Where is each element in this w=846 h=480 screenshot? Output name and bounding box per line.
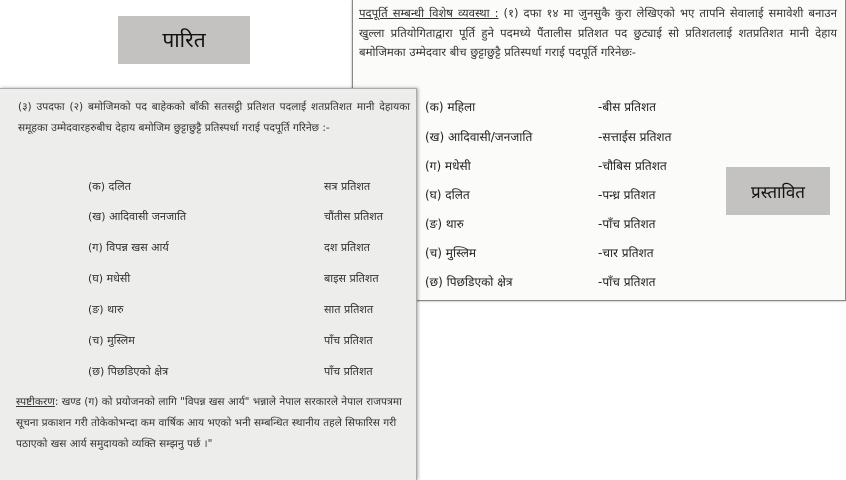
- quota-value: -सत्ताईस प्रतिशत: [598, 130, 672, 144]
- list-item: [88, 302, 398, 322]
- proposed-document: [352, 0, 846, 301]
- quota-label: (ख) आदिवासी/जनजाति: [425, 130, 533, 144]
- quota-label: (च) मुस्लिम: [425, 246, 477, 260]
- passed-document: [0, 88, 417, 480]
- quota-value: -चार प्रतिशत: [598, 246, 654, 260]
- quota-value: चौंतीस प्रतिशत: [324, 210, 384, 223]
- passed-label: पारित: [118, 16, 250, 64]
- quota-value: सत्र प्रतिशत: [324, 180, 371, 193]
- list-item: [88, 271, 398, 291]
- clarification: [16, 392, 410, 455]
- quota-value: -बीस प्रतिशत: [598, 100, 656, 114]
- list-item: [425, 273, 755, 293]
- list-item: [88, 240, 398, 260]
- list-item: [88, 333, 398, 353]
- quota-value: बाइस प्रतिशत: [324, 272, 379, 285]
- quota-label: (छ) पिछडिएको क्षेत्र: [425, 275, 513, 289]
- quota-label: (ङ) थारु: [88, 303, 124, 316]
- quota-value: -चौबिस प्रतिशत: [598, 159, 667, 173]
- quota-label: (क) दलित: [88, 180, 131, 193]
- quota-label: (घ) मधेसी: [88, 272, 131, 285]
- proposed-intro: [359, 4, 837, 63]
- clarification-term: स्पष्टीकरण: [16, 396, 55, 408]
- proposed-label: प्रस्तावित: [726, 167, 830, 215]
- quota-value: -पन्ध्र प्रतिशत: [598, 188, 656, 202]
- list-item: [425, 98, 755, 118]
- quota-label: (च) मुस्लिम: [88, 334, 135, 347]
- list-item: [88, 179, 398, 199]
- quota-label: (ङ) थारु: [425, 217, 464, 231]
- quota-value: दश प्रतिशत: [324, 241, 370, 254]
- passed-intro: (३) उपदफा (२) बमोजिमको पद बाहेकको बाँकी सतसट्ठी प्रतिशत पदलाई शतप्रतिशत मानी देहायका समूहका उम्मेदवारहरुबीच देहाय बमोजिम छुट्टाछुट्टै प्रतिस्पर्धा गराई पदपूर्ति गरिनेछ :-: [18, 101, 410, 134]
- list-item: [425, 157, 755, 177]
- quota-label: (छ) पिछडिएको क्षेत्र: [88, 365, 169, 378]
- list-item: [88, 364, 398, 384]
- quota-value: पाँच प्रतिशत: [324, 365, 373, 378]
- quota-label: (ख) आदिवासी जनजाति: [88, 210, 187, 223]
- proposed-heading: पदपूर्ति सम्बन्धी विशेष व्यवस्था :: [359, 6, 499, 20]
- quota-value: -पाँच प्रतिशत: [598, 217, 656, 231]
- quota-value: सात प्रतिशत: [324, 303, 374, 316]
- quota-label: (ग) विपन्न खस आर्य: [88, 241, 169, 254]
- list-item: [88, 209, 398, 229]
- list-item: [425, 128, 755, 148]
- quota-label: (ग) मधेसी: [425, 159, 471, 173]
- quota-value: पाँच प्रतिशत: [324, 334, 373, 347]
- list-item: [425, 244, 755, 264]
- list-item: [425, 215, 755, 235]
- quota-label: (क) महिला: [425, 100, 476, 114]
- quota-label: (घ) दलित: [425, 188, 470, 202]
- proposed-intro-text: (१) दफा १४ मा जुनसुकै कुरा लेखिएको भए तापनि सेवालाई समावेशी बनाउन खुल्ला प्रतियोगिताद्वारा पूर्ति हुने पदमध्ये पैंतालीस प्रतिशत पद छुट्याई सो प्रतिशतलाई शतप्रतिशत मानी देहाय बमोजिमका उम्मेदवार बीच छुट्टाछुट्टै प्रतिस्पर्धा गराई पदपूर्ति गरिनेछः-: [359, 6, 837, 59]
- quota-value: -पाँच प्रतिशत: [598, 275, 656, 289]
- list-item: [425, 186, 755, 206]
- clarification-text: : खण्ड (ग) को प्रयोजनको लागि "विपन्न खस आर्य" भन्नाले नेपाल सरकारले नेपाल राजपत्रमा सूचना प्रकाशन गरी तोकेकोभन्दा कम वार्षिक आय भएको भनी सम्बन्धित स्थानीय तहले सिफारिस गरी पठाएको खस आर्य समुदायको व्यक्ति सम्झनु पर्छ ।": [16, 396, 402, 450]
